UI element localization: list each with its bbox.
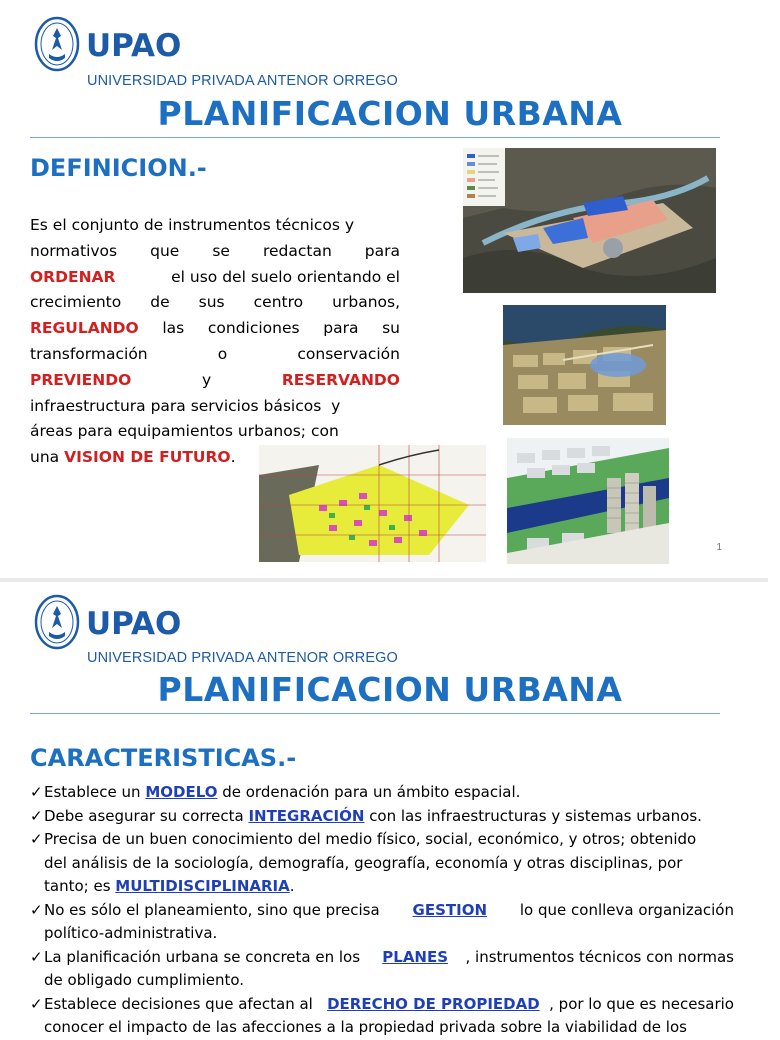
link-modelo[interactable]: MODELO <box>145 783 218 801</box>
text-line: infraestructura para servicios básicos y <box>30 396 341 415</box>
checkmark-icon: ✓ <box>30 947 43 966</box>
text-line: crecimiento de sus centro urbanos, <box>30 293 400 312</box>
list-item: ✓ La planificación urbana se concreta en los PLANES , instrumentos técnicos con normas de obligado cumplimiento. <box>30 946 734 993</box>
emphasis-vision-de-futuro: VISION DE FUTURO <box>64 448 231 467</box>
text-line: PREVIENDO y RESERVANDO <box>30 368 400 394</box>
list-item: ✓ No es sólo el planeamiento, sino que precisa GESTION lo que conlleva organización político-administrativa. <box>30 899 734 946</box>
university-seal-logo <box>34 16 80 72</box>
link-planes[interactable]: PLANES <box>382 947 449 966</box>
university-name: UNIVERSIDAD PRIVADA ANTENOR ORREGO <box>87 650 398 666</box>
text-line: REGULANDO las condiciones para su <box>30 316 400 342</box>
slide-title: PLANIFICACION URBANA <box>157 94 623 133</box>
text-line: áreas para equipamientos urbanos; con <box>30 422 339 441</box>
checkmark-icon: ✓ <box>30 830 43 848</box>
list-item: ✓ Establece decisiones que afectan al DERECHO DE PROPIEDAD , por lo que es necesario conocer el impacto de las afecciones a la propiedad privada sobre la viabilidad de los <box>30 993 734 1040</box>
university-name: UNIVERSIDAD PRIVADA ANTENOR ORREGO <box>87 73 398 89</box>
section-heading: DEFINICION.- <box>30 154 207 182</box>
text-line: Precisa de un buen conocimiento del medio físico, social, económico, y otros; obtenido <box>44 830 697 848</box>
emphasis-reservando: RESERVANDO <box>281 370 400 389</box>
title-underline <box>30 137 720 138</box>
link-multidisciplinaria[interactable]: MULTIDISCIPLINARIA <box>115 877 290 895</box>
list-item: ✓ Establece un MODELO de ordenación para un ámbito espacial. <box>30 781 734 805</box>
text-line: conocer el impacto de las afecciones a la propiedad privada sobre la viabilidad de los <box>44 1018 687 1036</box>
city-model-image <box>503 305 666 425</box>
zoning-plan-map-image <box>259 445 486 562</box>
characteristics-list <box>30 781 734 1040</box>
aerial-urban-plan-image <box>463 148 716 293</box>
title-underline <box>30 713 720 714</box>
text-line: normativos que se redactan para <box>30 241 400 260</box>
slide-title: PLANIFICACION URBANA <box>157 670 623 709</box>
city-3d-render-image <box>507 438 669 564</box>
page-number: 1 <box>716 542 722 553</box>
text-line: de obligado cumplimiento. <box>44 971 245 989</box>
definition-paragraph <box>30 213 400 471</box>
checkmark-icon: ✓ <box>30 783 43 801</box>
link-integracion[interactable]: INTEGRACIÓN <box>248 806 365 825</box>
checkmark-icon: ✓ <box>30 994 43 1013</box>
emphasis-previendo: PREVIENDO <box>30 370 132 389</box>
text-line: Es el conjunto de instrumentos técnicos y <box>30 216 355 234</box>
slide-2 <box>0 582 768 1036</box>
text-line: político-administrativa. <box>44 924 218 942</box>
checkmark-icon: ✓ <box>30 900 43 919</box>
emphasis-regulando: REGULANDO <box>30 319 139 338</box>
text-line: ORDENAR el uso del suelo orientando el <box>30 265 400 291</box>
list-item: ✓ Precisa de un buen conocimiento del medio físico, social, económico, y otros; obtenido del análisis de la sociología, demografía, geografía, economía y otras disciplinas, por tanto; es MULTIDISCIPLINARIA. <box>30 828 734 899</box>
emphasis-ordenar: ORDENAR <box>30 267 116 286</box>
checkmark-icon: ✓ <box>30 806 43 825</box>
text-line: transformación o conservación <box>30 344 400 363</box>
link-derecho-de-propiedad[interactable]: DERECHO DE PROPIEDAD <box>327 994 540 1013</box>
university-seal-logo <box>34 594 80 650</box>
list-item: ✓ Debe asegurar su correcta INTEGRACIÓN con las infraestructuras y sistemas urbanos. <box>30 805 734 829</box>
brand-name: UPAO <box>86 606 182 642</box>
text-line: del análisis de la sociología, demografía, geografía, economía y otras disciplinas, por <box>44 853 683 872</box>
section-heading: CARACTERISTICAS.- <box>30 744 297 772</box>
link-gestion[interactable]: GESTION <box>412 900 487 919</box>
brand-name: UPAO <box>86 28 182 64</box>
text-line: una VISION DE FUTURO . <box>30 445 400 471</box>
